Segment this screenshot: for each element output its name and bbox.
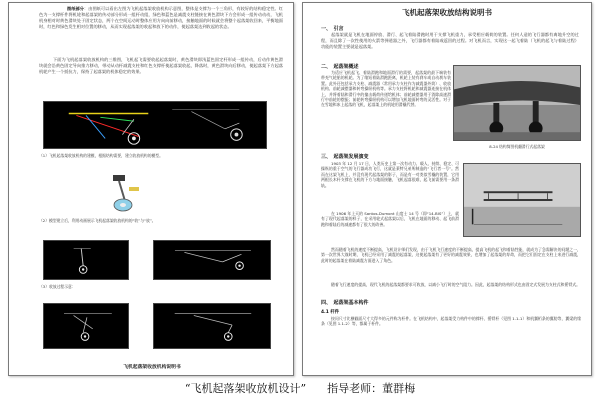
- section-3-heading: 三、 起落架发展演变: [321, 154, 369, 160]
- gear-retract-step-icon: [44, 241, 128, 279]
- right-document-page: [302, 2, 592, 376]
- project-title: “飞机起落架收放机设计”: [184, 382, 307, 395]
- section-1-text: 起落架就是飞机在地面停放、滑行、起飞着陆滑跑时用于支撑飞机重力，承受相应载荷的装置。任何人造的飞行器都有离地升空的过程，而且除了一次性使用的火箭等弹道器之外，飞行器都有着陆或返回的过程。对飞机而言，实现这一起飞着陆（飞机的起飞与着陆过程）功能的装置主要就是起落架。: [321, 32, 579, 49]
- project-caption: [0, 380, 600, 396]
- figure-3-caption: （3）收放过程示意：: [39, 284, 76, 289]
- wright-flyer-photo: [463, 163, 581, 237]
- section-4-text: 按问尺寸比横截面尺寸大得多的元件称为杆件。在飞机结构中，起落架受力构件中的撑杆、摇臂杆（见图 1.1-1）和机翼桁条的翼肋等，翼梁的缘条（见图 1.1-2）等，都属于杆件。: [321, 316, 581, 327]
- retract-step-2-image: [153, 240, 271, 280]
- section-2-heading: 二、 起落架概述: [321, 64, 359, 70]
- section-4-subheading: 4.1 杆件: [321, 310, 340, 315]
- aircraft-photo: [453, 65, 581, 141]
- left-intro-text-2: 下面为飞机起落架收放机构的三维图，飞机起飞需要收起起落架时，黄色滑块即浅蓝色固定杆形成一组传动，后动作黄色滑块就会沿黄色固定导向推力移动，带动从动杆减震支柱和红色支撑杆使起落架收起，降落时，黄色滑块向后移动，使起落架下方起落机轮产生一个抵抗力，保持了起落架的机体稳定的效果。: [39, 57, 283, 74]
- gear-retract-step-icon: [154, 304, 270, 348]
- landing-gear-wireframe-icon: [44, 102, 266, 148]
- section-4-heading: 四、 起落架基本构件: [321, 300, 369, 306]
- section-1-heading: 一、 引言: [321, 26, 344, 32]
- advisor-name: 指导老师：董群梅: [327, 382, 416, 395]
- cad-wireframe-image: [43, 101, 267, 149]
- section-2-text: 为适应飞机起飞、着陆滑跑和地面滑行的需要，起落架的最下端装有带充气轮胎的机轮。为了缩短着陆滑跑距离，机轮上装有刹车或自动刹车装置。此外还包括承力支柱、减震器（常用承力支柱作为减震器外筒）、收放机构、前轮减摆器和转弯操纵机构等。承力支柱将机轮和减震器连接在机体上，并将着陆和滑行中的撞击载荷传递给机体；前轮减摆器用于消除高速滑行中前轮的摆振；前轮转弯操纵机构可以增加飞机地面转弯的灵活性。对于在雪地和冰上起落的飞机，起落架上的机轮用滑橇代替。: [321, 70, 451, 108]
- aircraft-gear-photo-icon: [454, 66, 580, 140]
- section-3-text: 1903 年 12 月 17 日，人类历史上第一次有动力、载人、持续、稳定、可操纵的重于空气的飞行器成功飞行，这就是莱特兄弟所制造的“飞行者一号”。然而在这架飞机上，并没有现代起落架的影子，而是有一对类似雪橇的装置，它用两根长木杆支撑在飞机的下方与地面接触，飞机起落很难，起飞前需要用一条滑轨。: [321, 161, 459, 188]
- retract-step-4-image: [153, 303, 271, 349]
- retract-step-1-image: [43, 240, 129, 280]
- figure-1-caption: （1）飞机起落架收放机构的建模，根据结构需要，建立收放机构的模型。: [39, 153, 163, 158]
- section-3-text-2: 在 1906 年上天的 Santos-Dumont 山度士 14 号（即“14-BIS”）上，就有了现代起落架的样子，在采用轮式起落架以后，飞机在地面的移动、起飞前滑跑和着陆后的减速都有了很大的改善。: [321, 211, 459, 227]
- section-3-text-4: 随着飞行速度的提高，现代飞机的起落架都要求可收放，以减小飞行时的空气阻力。因此，起落架的结构形式也由固定式发展为支柱式和摇臂式。: [331, 282, 580, 287]
- left-document-page: [8, 2, 294, 376]
- gear-retract-step-icon: [154, 241, 270, 279]
- aircraft-photo-caption: 8-24 结构简图机翻滑行式起落架: [489, 144, 545, 149]
- wright-flyer-photo-icon: [464, 164, 580, 236]
- 3d-model-image: [69, 167, 189, 217]
- left-page-footer-title: 飞机起落架收放机构说明书: [123, 365, 181, 370]
- gear-retract-step-icon: [44, 304, 128, 348]
- section-3-text-3: 然而随着飞机的速度不断提高，飞机设计师们发现，由于飞机飞行速度的不断提高，提高飞机的起飞和着陆性能，就成为了急需解决的问题之一，第一次世界大战时期，飞机已经采用了减震的起落架，这使起落架有了更好的减震效果，也增加了起落架的寿命，而把它们固定在支柱上来进行减震，此时的起落架在着陆减震方面进入了角色。: [321, 247, 581, 263]
- left-heading: 图纸部分: [67, 6, 84, 11]
- 3d-landing-gear-icon: [69, 167, 189, 217]
- figure-2-caption: （2）模型建立后，利用动画展示飞机起落架收放机构的“收”与“放”。: [39, 218, 156, 223]
- document-title: 飞机起落架收放结构说明书: [402, 8, 492, 17]
- retract-step-3-image: [43, 303, 129, 349]
- left-intro-text: 图纸部分：由图纸可以看出左图为飞机起落架收放机构示意图，整体是支撑为一个三角形，有较好的结构稳定性。红色为一支撑杆件将机轮和起落架的传动部分形成一组杆动组，绿色和蓝色是减震支柱链接在黄色滑块下方会形成一组传动动动，飞机机身相对时黄色滑块处于固定状态，两个在空间运动时整体应用方向向前移动，接触地面的时候就会将整个起落架收回来，平衡地面时，红色和绿色发生相对位置的移动，从而实现起落架的收起和放下的动作，使起落架达到收起的状态。: [39, 6, 283, 29]
